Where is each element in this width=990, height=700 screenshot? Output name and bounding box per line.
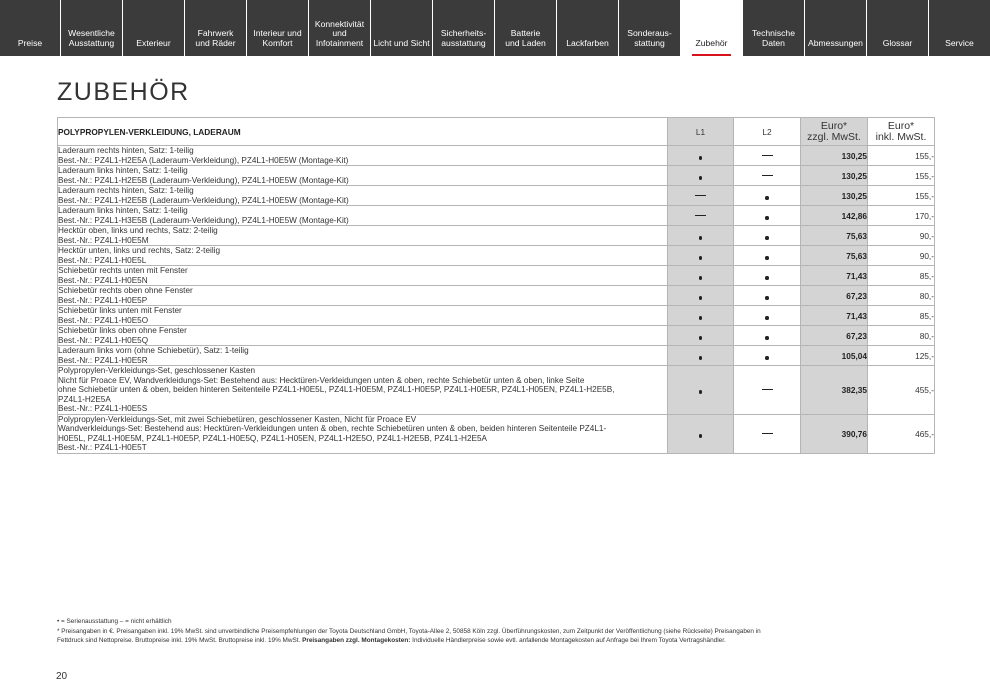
price-incl-vat: 455,- — [868, 366, 935, 415]
standard-dot-icon — [699, 236, 703, 240]
accessories-table — [57, 117, 935, 454]
description-line: Laderaum rechts hinten, Satz: 1-teilig — [58, 146, 194, 155]
description-line: ohne Schiebetür unten & oben, beiden hinteren Seitenteile PZ4L1-H0E5L, PZ4L1-H0E5M, PZ4L1-H0E5P, PZ4L1-H0E5R, PZ4L1-H05EN, PZ4L1-H2E5B, — [58, 385, 615, 394]
item-description — [58, 166, 668, 186]
page-title: ZUBEHÖR — [57, 78, 190, 106]
top-navigation — [0, 0, 990, 56]
price-excl-vat: 105,04 — [801, 346, 868, 366]
description-line: Polypropylen-Verkleidungs-Set, geschlossener Kasten — [58, 366, 256, 375]
availability-l2 — [734, 186, 801, 206]
standard-dot-icon — [699, 336, 703, 340]
nav-tab-lackfarben[interactable]: Lackfarben — [557, 0, 618, 56]
item-description — [58, 366, 668, 415]
nav-tab-glossar[interactable]: Glossar — [867, 0, 928, 56]
nav-tab-sicherheits-ausstattung[interactable]: Sicherheits- ausstattung — [433, 0, 494, 56]
description-line: Schiebetür links unten mit Fenster — [58, 306, 182, 315]
availability-l1 — [668, 226, 734, 246]
availability-l2 — [734, 414, 801, 453]
standard-dot-icon — [765, 336, 769, 340]
section-title: POLYPROPYLEN-VERKLEIDUNG, LADERAUM — [58, 118, 668, 146]
standard-dot-icon — [699, 390, 703, 394]
column-header-price-incl: Euro* inkl. MwSt. — [868, 118, 935, 146]
standard-dot-icon — [699, 256, 703, 260]
table-header-row — [58, 118, 935, 146]
not-available-dash-icon — [762, 175, 773, 176]
item-description — [58, 146, 668, 166]
order-number: Best.-Nr.: PZ4L1-H0E5P — [58, 295, 148, 305]
standard-dot-icon — [699, 356, 703, 360]
nav-tab-technische-daten[interactable]: Technische Daten — [743, 0, 804, 56]
footnote-prices: * Preisangaben in €. Preisangaben inkl. 19% MwSt. sind unverbindliche Preisempfehlungen der Toyota Deutschland GmbH, Toyota-Allee 2, 50858 Köln zzgl. Überführungskosten, zum Zeitpunkt der Veröffentlichung (siehe Rückseite) Preisangaben in Fettdruck sind Nettopreise. Bruttopreise inkl. 19% MwSt. Bruttopreise inkl. 19% MwSt. Preisangaben zzgl. Montagekosten: Individuelle Händlerpreise sowie evtl. anfallende Montagekosten auf Anfrage bei Ihrem Toyota Vertragshändler. — [57, 627, 761, 644]
price-excl-vat: 142,86 — [801, 206, 868, 226]
description-line: Nicht für Proace EV, Wandverkleidungs-Set: Bestehend aus: Hecktüren-Verkleidungen unten & oben, rechte Schiebetür unten & oben, linke Seite — [58, 375, 585, 385]
item-description — [58, 326, 668, 346]
table-row — [58, 186, 935, 206]
availability-l2 — [734, 166, 801, 186]
price-excl-vat: 67,23 — [801, 326, 868, 346]
table-row — [58, 414, 935, 453]
column-header-l1: L1 — [668, 118, 734, 146]
table-row — [58, 166, 935, 186]
nav-tab-licht-und-sicht[interactable]: Licht und Sicht — [371, 0, 432, 56]
standard-dot-icon — [765, 316, 769, 320]
description-line: Hecktür unten, links und rechts, Satz: 2-teilig — [58, 246, 221, 255]
nav-tab-wesentliche-ausstattung[interactable]: Wesentliche Ausstattung — [61, 0, 122, 56]
order-number: Best.-Nr.: PZ4L1-H2E5B (Laderaum-Verkleidung), PZ4L1-H0E5W (Montage-Kit) — [58, 195, 349, 205]
item-description — [58, 186, 668, 206]
not-available-dash-icon — [762, 155, 773, 156]
standard-dot-icon — [699, 276, 703, 280]
availability-l2 — [734, 206, 801, 226]
availability-l1 — [668, 286, 734, 306]
price-excl-vat: 71,43 — [801, 266, 868, 286]
availability-l1 — [668, 366, 734, 415]
nav-tab-sonderaus-stattung[interactable]: Sonderaus- stattung — [619, 0, 680, 56]
description-line: Polypropylen-Verkleidungs-Set, mit zwei Schiebetüren, geschlossener Kasten, Nicht für Proace EV — [58, 414, 417, 424]
availability-l1 — [668, 414, 734, 453]
availability-l2 — [734, 226, 801, 246]
footnote-legend: • = Serienausstattung – = nicht erhältlich — [57, 618, 172, 625]
availability-l1 — [668, 326, 734, 346]
order-number: Best.-Nr.: PZ4L1-H0E5R — [58, 355, 148, 365]
item-description — [58, 346, 668, 366]
standard-dot-icon — [765, 356, 769, 360]
price-incl-vat: 125,- — [868, 346, 935, 366]
availability-l2 — [734, 246, 801, 266]
price-excl-vat: 382,35 — [801, 366, 868, 415]
table-row — [58, 306, 935, 326]
availability-l2 — [734, 366, 801, 415]
order-number: Best.-Nr.: PZ4L1-H3E5B (Laderaum-Verkleidung), PZ4L1-H0E5W (Montage-Kit) — [58, 215, 349, 225]
availability-l1 — [668, 166, 734, 186]
price-excl-vat: 75,63 — [801, 226, 868, 246]
table-row — [58, 266, 935, 286]
price-incl-vat: 465,- — [868, 414, 935, 453]
price-excl-vat: 130,25 — [801, 146, 868, 166]
availability-l1 — [668, 346, 734, 366]
price-incl-vat: 90,- — [868, 226, 935, 246]
not-available-dash-icon — [762, 433, 773, 434]
description-line: PZ4L1-H2E5A — [58, 394, 111, 404]
item-description — [58, 306, 668, 326]
description-line: Schiebetür rechts unten mit Fenster — [58, 266, 188, 275]
item-description — [58, 286, 668, 306]
table-row — [58, 346, 935, 366]
price-incl-vat: 80,- — [868, 326, 935, 346]
nav-tab-service[interactable]: Service — [929, 0, 990, 56]
price-excl-vat: 75,63 — [801, 246, 868, 266]
order-number: Best.-Nr.: PZ4L1-H0E5T — [58, 443, 147, 452]
standard-dot-icon — [699, 156, 703, 160]
order-number: Best.-Nr.: PZ4L1-H0E5N — [58, 275, 148, 285]
availability-l1 — [668, 266, 734, 286]
nav-tab-konnektivität-und-infotainment[interactable]: Konnektivität und Infotainment — [309, 0, 370, 56]
not-available-dash-icon — [695, 215, 706, 216]
nav-tab-zubehör[interactable]: Zubehör — [681, 0, 742, 56]
order-number: Best.-Nr.: PZ4L1-H0E5L — [58, 255, 147, 265]
price-incl-vat: 90,- — [868, 246, 935, 266]
order-number: Best.-Nr.: PZ4L1-H0E5O — [58, 315, 149, 325]
table-row — [58, 246, 935, 266]
standard-dot-icon — [765, 236, 769, 240]
column-header-price-excl: Euro* zzgl. MwSt. — [801, 118, 868, 146]
nav-tab-interieur-und-komfort[interactable]: Interieur und Komfort — [247, 0, 308, 56]
price-incl-vat: 155,- — [868, 186, 935, 206]
order-number: Best.-Nr.: PZ4L1-H0E5M — [58, 235, 149, 245]
order-number: Best.-Nr.: PZ4L1-H0E5S — [58, 404, 148, 413]
column-header-l2: L2 — [734, 118, 801, 146]
nav-tab-exterieur[interactable]: Exterieur — [123, 0, 184, 56]
description-line: Hecktür oben, links und rechts, Satz: 2-teilig — [58, 226, 218, 235]
availability-l2 — [734, 326, 801, 346]
price-excl-vat: 130,25 — [801, 186, 868, 206]
table-row — [58, 326, 935, 346]
description-line: Wandverkleidungs-Set: Bestehend aus: Hecktüren-Verkleidungen unten & oben, rechte Schiebetüren unten & oben, beiden hinteren Seitenteile PZ4L1- — [58, 424, 607, 433]
description-line: Laderaum links hinten, Satz: 1-teilig — [58, 206, 188, 215]
description-line: H0E5L, PZ4L1-H0E5M, PZ4L1-H0E5P, PZ4L1-H0E5Q, PZ4L1-H05EN, PZ4L1-H2E5O, PZ4L1-H2E5B, PZ4L1-H2E5A — [58, 433, 487, 443]
description-line: Laderaum links vorn (ohne Schiebetür), Satz: 1-teilig — [58, 346, 249, 355]
item-description — [58, 246, 668, 266]
footnotes — [57, 617, 917, 646]
availability-l1 — [668, 146, 734, 166]
item-description — [58, 226, 668, 246]
description-line: Schiebetür rechts oben ohne Fenster — [58, 286, 193, 295]
standard-dot-icon — [699, 316, 703, 320]
price-incl-vat: 170,- — [868, 206, 935, 226]
standard-dot-icon — [765, 196, 769, 200]
order-number: Best.-Nr.: PZ4L1-H2E5A (Laderaum-Verkleidung), PZ4L1-H0E5W (Montage-Kit) — [58, 155, 349, 165]
standard-dot-icon — [699, 434, 703, 438]
availability-l2 — [734, 306, 801, 326]
availability-l1 — [668, 306, 734, 326]
nav-tab-fahrwerk-und-räder[interactable]: Fahrwerk und Räder — [185, 0, 246, 56]
price-excl-vat: 67,23 — [801, 286, 868, 306]
standard-dot-icon — [765, 216, 769, 220]
order-number: Best.-Nr.: PZ4L1-H0E5Q — [58, 335, 149, 345]
availability-l1 — [668, 206, 734, 226]
price-incl-vat: 155,- — [868, 146, 935, 166]
availability-l1 — [668, 246, 734, 266]
price-excl-vat: 71,43 — [801, 306, 868, 326]
description-line: Schiebetür links oben ohne Fenster — [58, 326, 187, 335]
table-row — [58, 286, 935, 306]
description-line: Laderaum rechts hinten, Satz: 1-teilig — [58, 186, 194, 195]
description-line: Laderaum links hinten, Satz: 1-teilig — [58, 166, 188, 175]
availability-l1 — [668, 186, 734, 206]
availability-l2 — [734, 266, 801, 286]
table-row — [58, 146, 935, 166]
price-incl-vat: 155,- — [868, 166, 935, 186]
standard-dot-icon — [699, 176, 703, 180]
availability-l2 — [734, 346, 801, 366]
table-row — [58, 226, 935, 246]
not-available-dash-icon — [695, 195, 706, 196]
nav-tab-preise[interactable]: Preise — [0, 0, 60, 56]
page-number: 20 — [56, 671, 68, 682]
table-row — [58, 366, 935, 415]
order-number: Best.-Nr.: PZ4L1-H2E5B (Laderaum-Verkleidung), PZ4L1-H0E5W (Montage-Kit) — [58, 175, 349, 185]
table-row — [58, 206, 935, 226]
price-incl-vat: 85,- — [868, 306, 935, 326]
item-description — [58, 414, 668, 453]
nav-tab-batterie-und-laden[interactable]: Batterie und Laden — [495, 0, 556, 56]
price-excl-vat: 390,76 — [801, 414, 868, 453]
price-excl-vat: 130,25 — [801, 166, 868, 186]
price-incl-vat: 85,- — [868, 266, 935, 286]
standard-dot-icon — [765, 296, 769, 300]
availability-l2 — [734, 146, 801, 166]
price-incl-vat: 80,- — [868, 286, 935, 306]
standard-dot-icon — [765, 276, 769, 280]
nav-tab-abmessungen[interactable]: Abmessungen — [805, 0, 866, 56]
availability-l2 — [734, 286, 801, 306]
not-available-dash-icon — [762, 389, 773, 390]
item-description — [58, 266, 668, 286]
standard-dot-icon — [699, 296, 703, 300]
item-description — [58, 206, 668, 226]
standard-dot-icon — [765, 256, 769, 260]
